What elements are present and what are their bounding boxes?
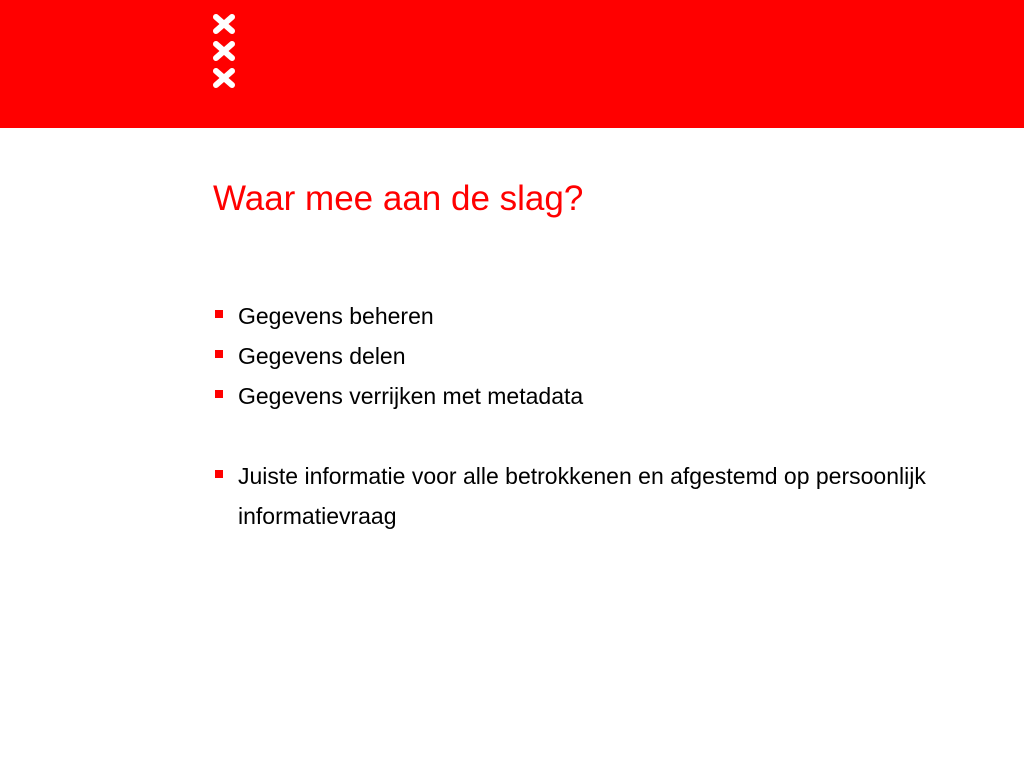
saint-andrew-cross-icon: [211, 40, 237, 62]
saint-andrew-cross-icon: [211, 67, 237, 89]
bullet-item: [213, 296, 973, 336]
square-bullet-icon: [215, 310, 223, 318]
square-bullet-icon: [215, 470, 223, 478]
bullet-text: Gegevens beheren: [238, 303, 434, 329]
saint-andrew-cross-icon: [211, 13, 237, 35]
bullet-text: Gegevens verrijken met metadata: [238, 383, 584, 409]
bullet-text: Juiste informatie voor alle betrokkenen en afgestemd op persoonlijk informatievraag: [238, 463, 926, 529]
bullet-text: Gegevens delen: [238, 343, 406, 369]
bullet-item: [213, 376, 973, 416]
bullet-list: [213, 296, 973, 536]
square-bullet-icon: [215, 390, 223, 398]
bullet-item: [213, 456, 973, 536]
bullet-item: [213, 336, 973, 376]
header-band: [0, 0, 1024, 128]
slide-title: Waar mee aan de slag?: [213, 179, 584, 218]
amsterdam-crosses-logo: [211, 13, 237, 89]
square-bullet-icon: [215, 350, 223, 358]
